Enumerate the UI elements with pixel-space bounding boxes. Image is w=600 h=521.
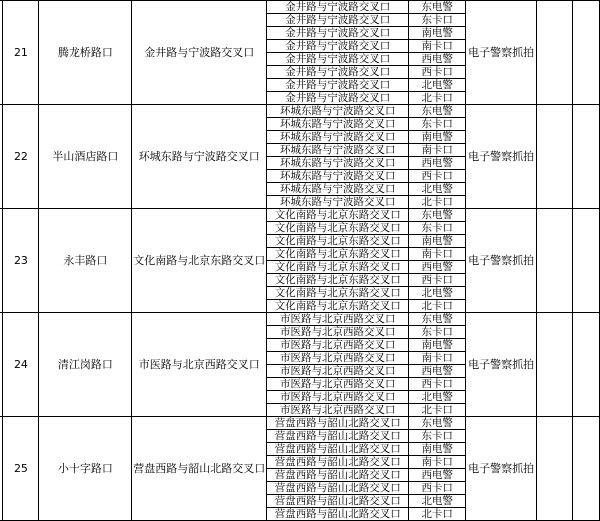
sub-intersection: 金井路与宁波路交叉口 [267,53,409,66]
site-name: 小十字路口 [39,417,132,521]
sub-direction: 东电警 [409,313,466,326]
empty-cell-b [573,417,600,521]
sub-direction: 西电警 [409,365,466,378]
row-number: 23 [3,209,39,313]
sub-direction: 北电警 [409,183,466,196]
intersection-name: 营盘西路与韶山北路交叉口 [132,417,267,521]
sub-intersection: 文化南路与北京东路交叉口 [267,222,409,235]
empty-cell-a [537,417,573,521]
sub-direction: 南电警 [409,443,466,456]
sub-direction: 北电警 [409,287,466,300]
intersection-name: 市医路与北京西路交叉口 [132,313,267,417]
sub-intersection: 营盘西路与韶山北路交叉口 [267,456,409,469]
sub-intersection: 市医路与北京西路交叉口 [267,365,409,378]
empty-cell-a [537,313,573,417]
capture-type: 电子警察抓拍 [466,313,537,417]
sub-intersection: 金井路与宁波路交叉口 [267,14,409,27]
empty-cell-b [573,105,600,209]
sub-direction: 东电警 [409,209,466,222]
sub-intersection: 市医路与北京西路交叉口 [267,313,409,326]
sub-intersection: 金井路与宁波路交叉口 [267,92,409,105]
empty-cell-b [573,313,600,417]
row-number: 24 [3,313,39,417]
sub-direction: 东卡口 [409,326,466,339]
empty-cell-a [537,209,573,313]
sub-intersection: 营盘西路与韶山北路交叉口 [267,417,409,430]
sub-direction: 西卡口 [409,482,466,495]
capture-type: 电子警察抓拍 [466,1,537,105]
sub-direction: 西卡口 [409,378,466,391]
sub-direction: 东卡口 [409,118,466,131]
sub-direction: 南电警 [409,235,466,248]
sub-intersection: 市医路与北京西路交叉口 [267,404,409,417]
sub-direction: 西电警 [409,53,466,66]
sub-intersection: 环城东路与宁波路交叉口 [267,105,409,118]
sub-direction: 东卡口 [409,222,466,235]
capture-type: 电子警察抓拍 [466,105,537,209]
sub-intersection: 营盘西路与韶山北路交叉口 [267,443,409,456]
sub-intersection: 文化南路与北京东路交叉口 [267,287,409,300]
sub-intersection: 金井路与宁波路交叉口 [267,1,409,14]
sub-direction: 西卡口 [409,66,466,79]
sub-intersection: 市医路与北京西路交叉口 [267,326,409,339]
table-row [0,313,600,326]
sub-intersection: 金井路与宁波路交叉口 [267,27,409,40]
sub-direction: 东电警 [409,105,466,118]
row-number: 21 [3,1,39,105]
sub-intersection: 文化南路与北京东路交叉口 [267,261,409,274]
sub-intersection: 环城东路与宁波路交叉口 [267,157,409,170]
capture-type: 电子警察抓拍 [466,417,537,521]
site-name: 清江岗路口 [39,313,132,417]
sub-intersection: 文化南路与北京东路交叉口 [267,248,409,261]
sub-intersection: 环城东路与宁波路交叉口 [267,118,409,131]
sub-direction: 西电警 [409,469,466,482]
table-body [0,1,600,521]
sub-direction: 北卡口 [409,92,466,105]
sub-direction: 北电警 [409,495,466,508]
sub-direction: 北电警 [409,391,466,404]
sub-direction: 东电警 [409,1,466,14]
table-row [0,417,600,430]
capture-type: 电子警察抓拍 [466,209,537,313]
sub-intersection: 营盘西路与韶山北路交叉口 [267,508,409,521]
sub-intersection: 营盘西路与韶山北路交叉口 [267,430,409,443]
sub-intersection: 市医路与北京西路交叉口 [267,391,409,404]
intersection-name: 金井路与宁波路交叉口 [132,1,267,105]
sub-intersection: 金井路与宁波路交叉口 [267,79,409,92]
sub-direction: 南电警 [409,131,466,144]
sub-direction: 南电警 [409,27,466,40]
sub-intersection: 市医路与北京西路交叉口 [267,378,409,391]
sub-direction: 西卡口 [409,170,466,183]
sub-direction: 东电警 [409,417,466,430]
sub-intersection: 文化南路与北京东路交叉口 [267,274,409,287]
sub-direction: 北卡口 [409,404,466,417]
row-number: 22 [3,105,39,209]
site-name: 腾龙桥路口 [39,1,132,105]
sub-direction: 北卡口 [409,300,466,313]
sub-intersection: 市医路与北京西路交叉口 [267,339,409,352]
empty-cell-a [537,1,573,105]
empty-cell-a [537,105,573,209]
sub-direction: 南卡口 [409,144,466,157]
site-name: 半山酒店路口 [39,105,132,209]
sub-intersection: 营盘西路与韶山北路交叉口 [267,482,409,495]
table-row [0,105,600,118]
sub-intersection: 金井路与宁波路交叉口 [267,66,409,79]
sub-direction: 北卡口 [409,196,466,209]
empty-cell-b [573,1,600,105]
sub-intersection: 营盘西路与韶山北路交叉口 [267,495,409,508]
sub-direction: 西电警 [409,157,466,170]
intersection-name: 环城东路与宁波路交叉口 [132,105,267,209]
sub-intersection: 环城东路与宁波路交叉口 [267,131,409,144]
sub-intersection: 文化南路与北京东路交叉口 [267,209,409,222]
sub-direction: 北卡口 [409,508,466,521]
sub-intersection: 文化南路与北京东路交叉口 [267,300,409,313]
table-row [0,1,600,14]
table-row [0,209,600,222]
sub-direction: 西卡口 [409,274,466,287]
sub-intersection: 环城东路与宁波路交叉口 [267,170,409,183]
sub-direction: 北电警 [409,79,466,92]
site-name: 永丰路口 [39,209,132,313]
sub-direction: 南卡口 [409,456,466,469]
sub-direction: 东卡口 [409,14,466,27]
sub-intersection: 市医路与北京西路交叉口 [267,352,409,365]
intersection-name: 文化南路与北京东路交叉口 [132,209,267,313]
sub-intersection: 环城东路与宁波路交叉口 [267,183,409,196]
row-number: 25 [3,417,39,521]
empty-cell-b [573,209,600,313]
sub-intersection: 环城东路与宁波路交叉口 [267,196,409,209]
sub-intersection: 环城东路与宁波路交叉口 [267,144,409,157]
sub-intersection: 文化南路与北京东路交叉口 [267,235,409,248]
sub-intersection: 金井路与宁波路交叉口 [267,40,409,53]
sub-direction: 南电警 [409,339,466,352]
sub-direction: 南卡口 [409,352,466,365]
sub-direction: 东卡口 [409,430,466,443]
sub-direction: 南卡口 [409,40,466,53]
sub-direction: 西电警 [409,261,466,274]
sub-intersection: 营盘西路与韶山北路交叉口 [267,469,409,482]
sub-direction: 南卡口 [409,248,466,261]
